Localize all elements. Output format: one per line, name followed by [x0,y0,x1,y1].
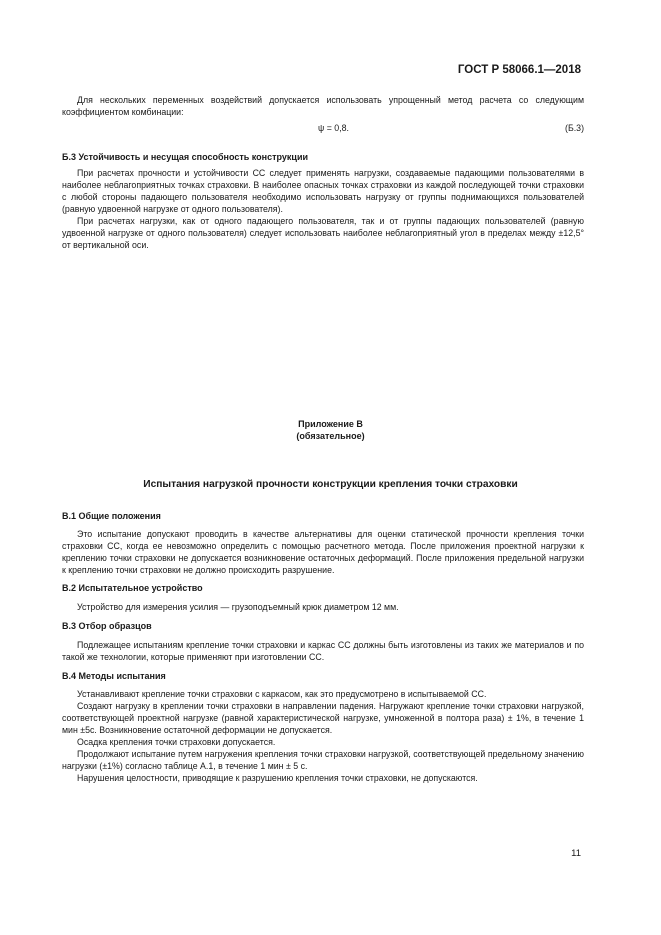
section-v2 [62,582,584,613]
section-v1-paragraph: Это испытание допускают проводить в качестве альтернативы для оценки статической прочности крепления точки страховки СС, когда ее невозможно определить с помощью расчетного метода. После приложения проектной нагрузки к креплению точки страховки не допускается возникновение остаточных деформаций. После приложения предельной нагрузки к креплению точки страховки не должно происходить разрушение. [62,529,584,575]
formula-number: (Б.3) [565,123,584,133]
appendix-status: (обязательное) [296,431,365,441]
formula-line [62,123,584,135]
appendix-title: Испытания нагрузкой прочности конструкции крепления точки страховки [143,479,518,490]
section-v3-paragraph: Подлежащее испытаниям крепление точки страховки и каркас СС должны быть изготовлены из таких же материалов и по такой же технологии, которые применяют при изготовлении СС. [62,640,584,662]
intro-text: Для нескольких переменных воздействий допускается использовать упрощенный метод расчета со следующим коэффициентом комбинации: [62,95,584,117]
section-v3-heading: В.3 Отбор образцов [62,621,152,631]
section-v4 [62,670,584,784]
section-b3 [62,151,584,251]
section-v4-heading: В.4 Методы испытания [62,671,166,681]
section-v3 [62,620,584,663]
section-v1 [62,510,584,576]
section-v4-paragraph-2: Создают нагрузку в креплении точки страховки в направлении падения. Нагружают крепление точки страховки нагрузкой, соответствующей проектной нагрузке (равной характеристической нагрузке, умноженной в полтора раза) ± 1%, в течение 1 мин ±5с. Возникновение остаточной деформации не допускается. [62,701,584,735]
section-v4-paragraph-4: Продолжают испытание путем нагружения крепления точки страховки нагрузкой, соответствующей предельному значению нагрузки (±1%) согласно таблице А.1, в течение 1 мин ± 5 с. [62,749,584,771]
standard-code: ГОСТ Р 58066.1—2018 [457,64,581,76]
appendix-label-block [0,418,661,442]
section-b3-paragraph-2: При расчетах нагрузки, как от одного падающего пользователя, так и от группы падающих пользователей (равную удвоенной нагрузке от одного пользователя) следует использовать наиболее неблагоприятный угол в пределах между ±12,5° от вертикальной оси. [62,216,584,250]
section-v4-paragraph-5: Нарушения целостности, приводящие к разрушению крепления точки страховки, не допускаются. [77,773,478,783]
section-v2-paragraph: Устройство для измерения усилия — грузоподъемный крюк диаметром 12 мм. [77,602,399,612]
section-b3-heading: Б.3 Устойчивость и несущая способность конструкции [62,152,309,162]
section-b3-paragraph-1: При расчетах прочности и устойчивости СС следует применять нагрузки, создаваемые падающими пользователями в наиболее неблагоприятных точках страховки. В наиболее опасных точках страховки из каждой последующей точки страховки с любой стороны падающего пользователя необходимо использовать нагрузку от группы поднимающихся пользователей (равную удвоенной нагрузке от одного пользователя). [62,168,584,214]
page-number: 11 [571,848,581,859]
intro-block [62,94,584,118]
formula: ψ = 0,8. [318,123,349,133]
section-v4-paragraph-1: Устанавливают крепление точки страховки с каркасом, как это предусмотрено в испытываемой СС. [77,689,487,699]
section-v4-paragraph-3: Осадка крепления точки страховки допускается. [77,737,276,747]
section-v2-heading: В.2 Испытательное устройство [62,583,203,593]
section-v1-heading: В.1 Общие положения [62,511,161,521]
appendix-label: Приложение В [298,419,363,429]
